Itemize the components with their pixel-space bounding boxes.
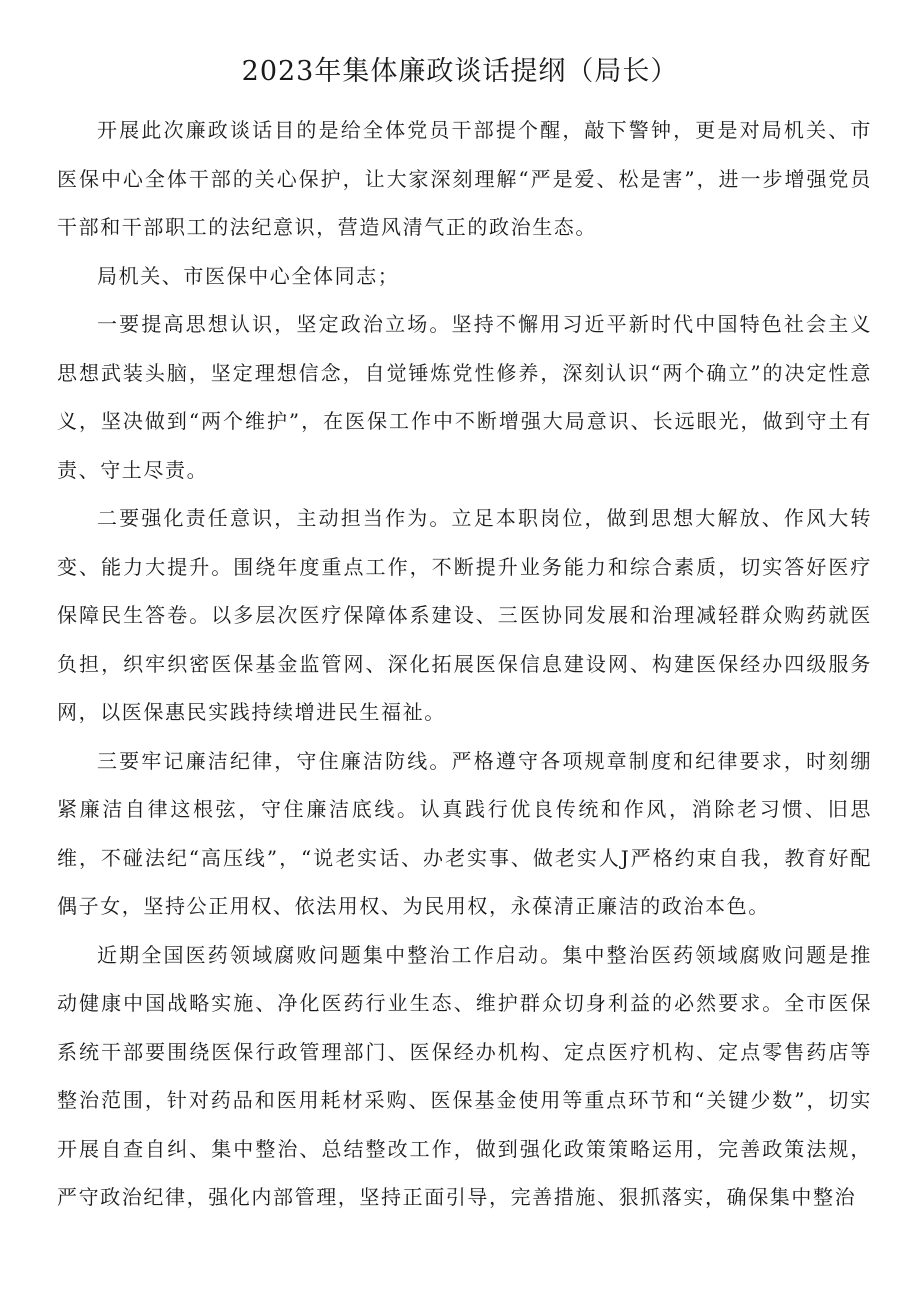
paragraph-rectification: 近期全国医药领域腐败问题集中整治工作启动。集中整治医药领域腐败问题是推动健康中国战略实施、净化医药行业生态、维护群众切身利益的必然要求。全市医保系统干部要围绕医保行政管理部门、医保经办机构、定点医疗机构、定点零售药店等整治范围，针对药品和医用耗材采购、医保基金使用等重点环节和“关键少数”，切实开展自查自纠、集中整治、总结整改工作，做到强化政策策略运用，完善政策法规，严守政治纪律，强化内部管理，坚持正面引导，完善措施、狠抓落实，确保集中整治: [57, 942, 872, 1209]
paragraph-point-two: 二要强化责任意识，主动担当作为。立足本职岗位，做到思想大解放、作风大转变、能力大提升。围绕年度重点工作，不断提升业务能力和综合素质，切实答好医疗保障民生答卷。以多层次医疗保障体系建设、三医协同发展和治理减轻群众购药就医负担，织牢织密医保基金监管网、深化拓展医保信息建设网、构建医保经办四级服务网，以医保惠民实践持续增进民生福祉。: [57, 506, 872, 724]
document-title: 2023年集体廉政谈话提纲（局长）: [241, 56, 679, 87]
paragraph-point-one: 一要提高思想认识，坚定政治立场。坚持不懈用习近平新时代中国特色社会主义思想武装头脑，坚定理想信念，自觉锤炼党性修养，深刻认识“两个确立”的决定性意义，坚决做到“两个维护”，在医保工作中不断增强大局意识、长远眼光，做到守土有责、守土尽责。: [57, 312, 872, 482]
paragraph-point-three: 三要牢记廉洁纪律，守住廉洁防线。严格遵守各项规章制度和纪律要求，时刻绷紧廉洁自律这根弦，守住廉洁底线。认真践行优良传统和作风，消除老习惯、旧思维，不碰法纪“高压线”，“说老实话、办老实事、做老实人J严格约束自我，教育好配偶子女，坚持公正用权、依法用权、为民用权，永葆清正廉洁的政治本色。: [57, 748, 872, 918]
paragraph-intro: 开展此次廉政谈话目的是给全体党员干部提个醒，敲下警钟，更是对局机关、市医保中心全体干部的关心保护，让大家深刻理解“严是爱、松是害”，进一步增强党员干部和干部职工的法纪意识，营造风清气正的政治生态。: [57, 118, 872, 239]
document-body: [57, 106, 872, 1222]
paragraph-salutation: 局机关、市医保中心全体同志；: [97, 263, 400, 288]
